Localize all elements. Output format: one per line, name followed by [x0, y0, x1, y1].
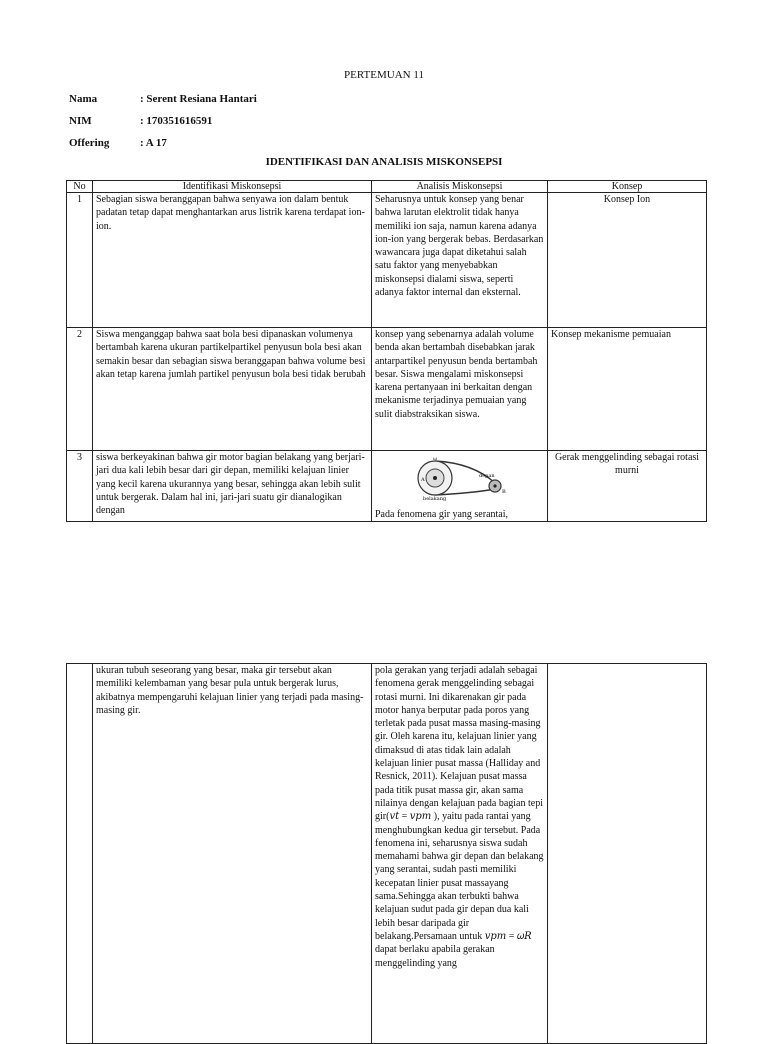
table-header-row [67, 181, 707, 193]
row-analisis-cell [372, 451, 548, 522]
offering-value: : A 17 [140, 137, 167, 149]
row-no: 1 [67, 193, 93, 328]
col-header-identifikasi: Identifikasi Miskonsepsi [93, 181, 372, 193]
figure-label-belakang: belakang [423, 496, 447, 501]
info-nim [69, 115, 212, 127]
col-header-no: No [67, 181, 93, 193]
figure-label-omega: ω [433, 456, 438, 462]
row-analisis: pola gerakan yang terjadi adalah sebagai fenomena gerak menggelinding sebagai rotasi murni. Ini dikarenakan gir pada motor hanya berputar pada poros yang terletak pada pusat massa masing-masing gir. Oleh karena itu, kelajuan linier yang dimaksud di atas tidak lain adalah kelajuan linier pusat massa (Halliday and Resnick, 2011). Kelajuan pusat massa pada titik pusat massa gir, akan sama nilainya dengan kelajuan pada bagian tepi gir(𝑣𝑡 = 𝑣𝑝𝑚 ), yaitu pada rantai yang menghubungkan kedua gir tersebut. Pada fenomena ini, seharusnya siswa sudah memahami bahwa gir depan dan belakang yang serantai, sudah pasti memiliki kecepatan linier pusat massayang sama.Sehingga akan terbukti bahwa kelajuan sudut pada gir depan dua kali lebih besar daripada gir belakang.Persamaan untuk 𝑣𝑝𝑚 = 𝜔𝑅 dapat berlaku apabila gerakan menggelinding yang [372, 664, 548, 1044]
offering-label: Offering [69, 137, 110, 149]
section-heading: IDENTIFIKASI DAN ANALISIS MISKONSEPSI [265, 156, 503, 168]
info-offering [69, 137, 167, 149]
table-row [67, 193, 707, 328]
nim-value: : 170351616591 [140, 115, 213, 127]
col-header-analisis: Analisis Miskonsepsi [372, 181, 548, 193]
gear-chain-figure [413, 453, 509, 501]
misconception-table [66, 180, 707, 522]
nama-label: Nama [69, 93, 98, 105]
table-row [67, 328, 707, 451]
col-header-konsep: Konsep [548, 181, 707, 193]
misconception-table-continued [66, 663, 707, 1044]
row-konsep: Gerak menggelinding sebagai rotasi murni [548, 451, 707, 522]
figure-label-depan: depan [479, 473, 495, 479]
table-row [67, 451, 707, 522]
table-row [67, 664, 707, 1044]
row-identifikasi: ukuran tubuh seseorang yang besar, maka gir tersebut akan memiliki kelembaman yang besar pula untuk bergerak lurus, akibatnya mempengaruhi kelajuan linier yang terjadi pada masing-masing gir. [93, 664, 372, 1044]
row-konsep: Konsep mekanisme pemuaian [548, 328, 707, 451]
row-no: 3 [67, 451, 93, 522]
row-no: 2 [67, 328, 93, 451]
figure-label-b: B [502, 489, 506, 495]
row-analisis: konsep yang sebenarnya adalah volume benda akan bertambah disebabkan jarak antarpartikel penyusun benda bertambah besar. Siswa mengalami miskonsepsi karena pertanyaan ini berkaitan dengan mekanisme terjadinya pemuaian yang sulit diabstraksikan siswa. [372, 328, 548, 451]
info-nama [69, 93, 257, 105]
row-identifikasi: siswa berkeyakinan bahwa gir motor bagian belakang yang berjari-jari dua kali lebih besar dari gir depan, memiliki kelajuan linier yang kecil karena ukurannya yang besar, sehingga akan lebih sulit untuk bergerak. Dalam hal ini, jari-jari suatu gir dianalogikan dengan [93, 451, 372, 522]
row-analisis: Pada fenomena gir yang serantai, [375, 509, 509, 520]
nim-label: NIM [69, 115, 92, 127]
nama-value: : Serent Resiana Hantari [140, 93, 257, 105]
figure-label-a: A [421, 477, 425, 483]
row-konsep: Konsep Ion [548, 193, 707, 328]
row-identifikasi: Siswa menganggap bahwa saat bola besi dipanaskan volumenya bertambah karena ukuran partikelpartikel penyusun bola besi akan semakin besar dan sebagian siswa beranggapan bahwa volume besi akan tetap karena jumlah partikel penyusun bola besi tidak berubah [93, 328, 372, 451]
row-konsep-empty [548, 664, 707, 1044]
row-identifikasi: Sebagian siswa beranggapan bahwa senyawa ion dalam bentuk padatan tetap dapat menghantarkan arus listrik karena terdapat ion-ion. [93, 193, 372, 328]
row-no-empty [67, 664, 93, 1044]
page-title: PERTEMUAN 11 [344, 69, 424, 81]
row-analisis: Seharusnya untuk konsep yang benar bahwa larutan elektrolit tidak hanya memiliki ion saja, namun karena adanya ion-ion yang bergerak bebas. Berdasarkan wawancara juga dapat diketahui salah satu faktor yang menyebabkan miskonsepsi dialami siswa, seperti adanya faktor internal dan eksternal. [372, 193, 548, 328]
